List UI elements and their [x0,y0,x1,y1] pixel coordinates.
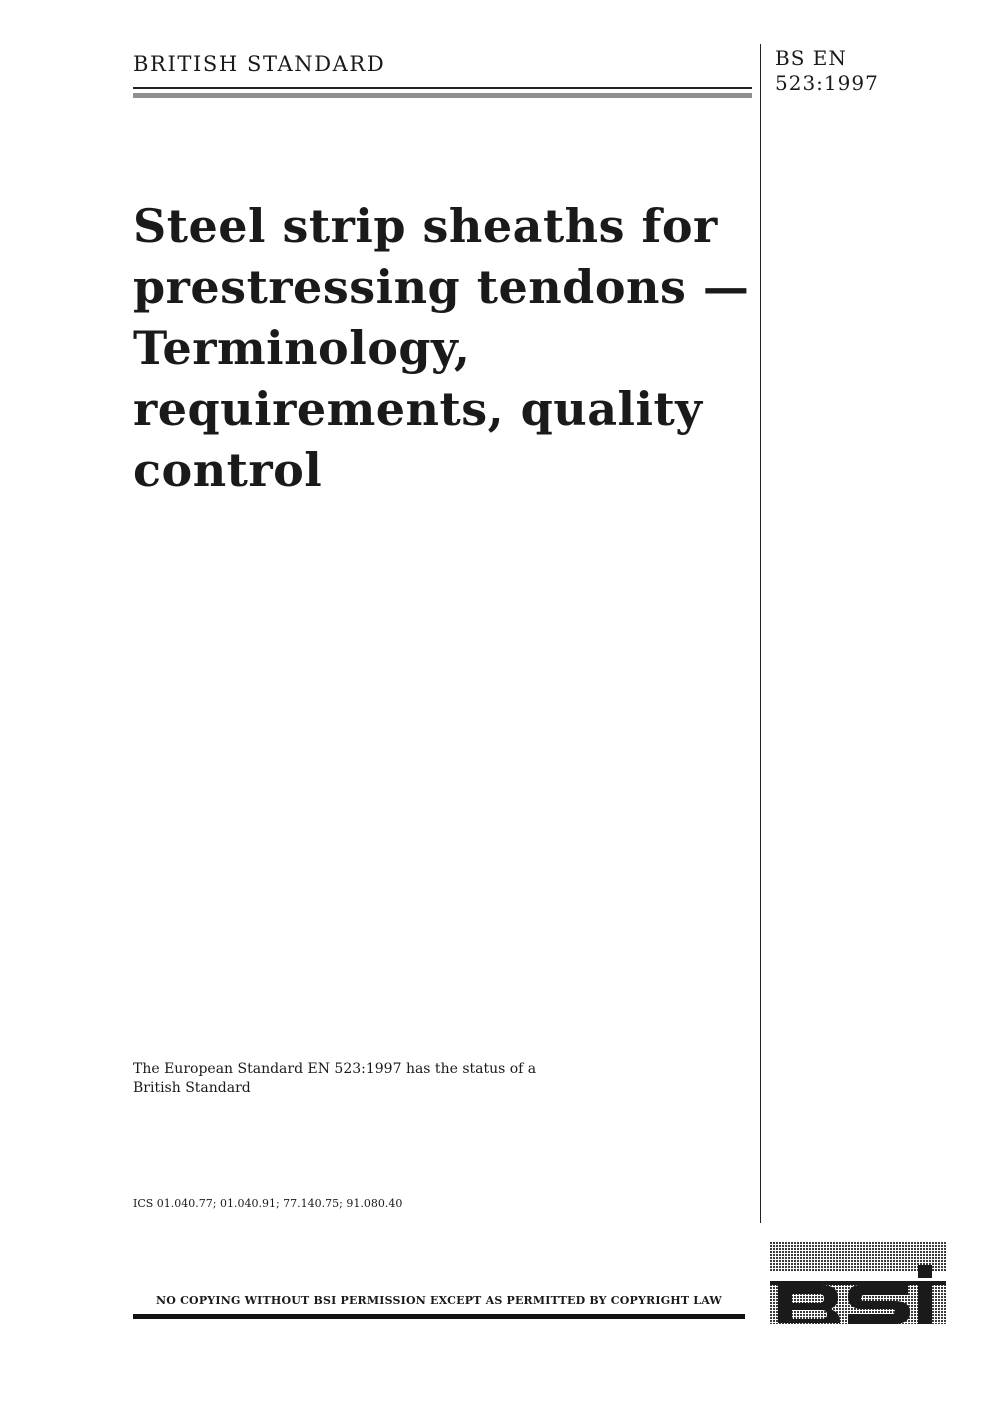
status-statement [133,1060,536,1098]
title-line: Terminology, [133,321,471,375]
header-rule-shaded [133,93,752,98]
title-line: prestressing tendons — [133,260,750,314]
standard-number-line: 523:1997 [775,71,879,95]
document-type-label: BRITISH STANDARD [133,52,386,76]
status-line: British Standard [133,1080,251,1096]
standard-number [775,46,879,96]
standard-number-line: BS EN [775,46,847,70]
bsi-logo [770,1242,946,1324]
title-line: control [133,443,323,497]
column-divider [760,44,761,1223]
footer-rule [133,1314,745,1319]
document-title [133,196,753,501]
title-line: requirements, quality [133,382,703,436]
status-line: The European Standard EN 523:1997 has the status of a [133,1061,537,1077]
title-line: Steel strip sheaths for [133,199,718,253]
ics-codes: ICS 01.040.77; 01.040.91; 77.140.75; 91.080.40 [133,1197,403,1210]
header-rule [133,87,752,89]
copyright-notice: NO COPYING WITHOUT BSI PERMISSION EXCEPT AS PERMITTED BY COPYRIGHT LAW [156,1294,722,1307]
